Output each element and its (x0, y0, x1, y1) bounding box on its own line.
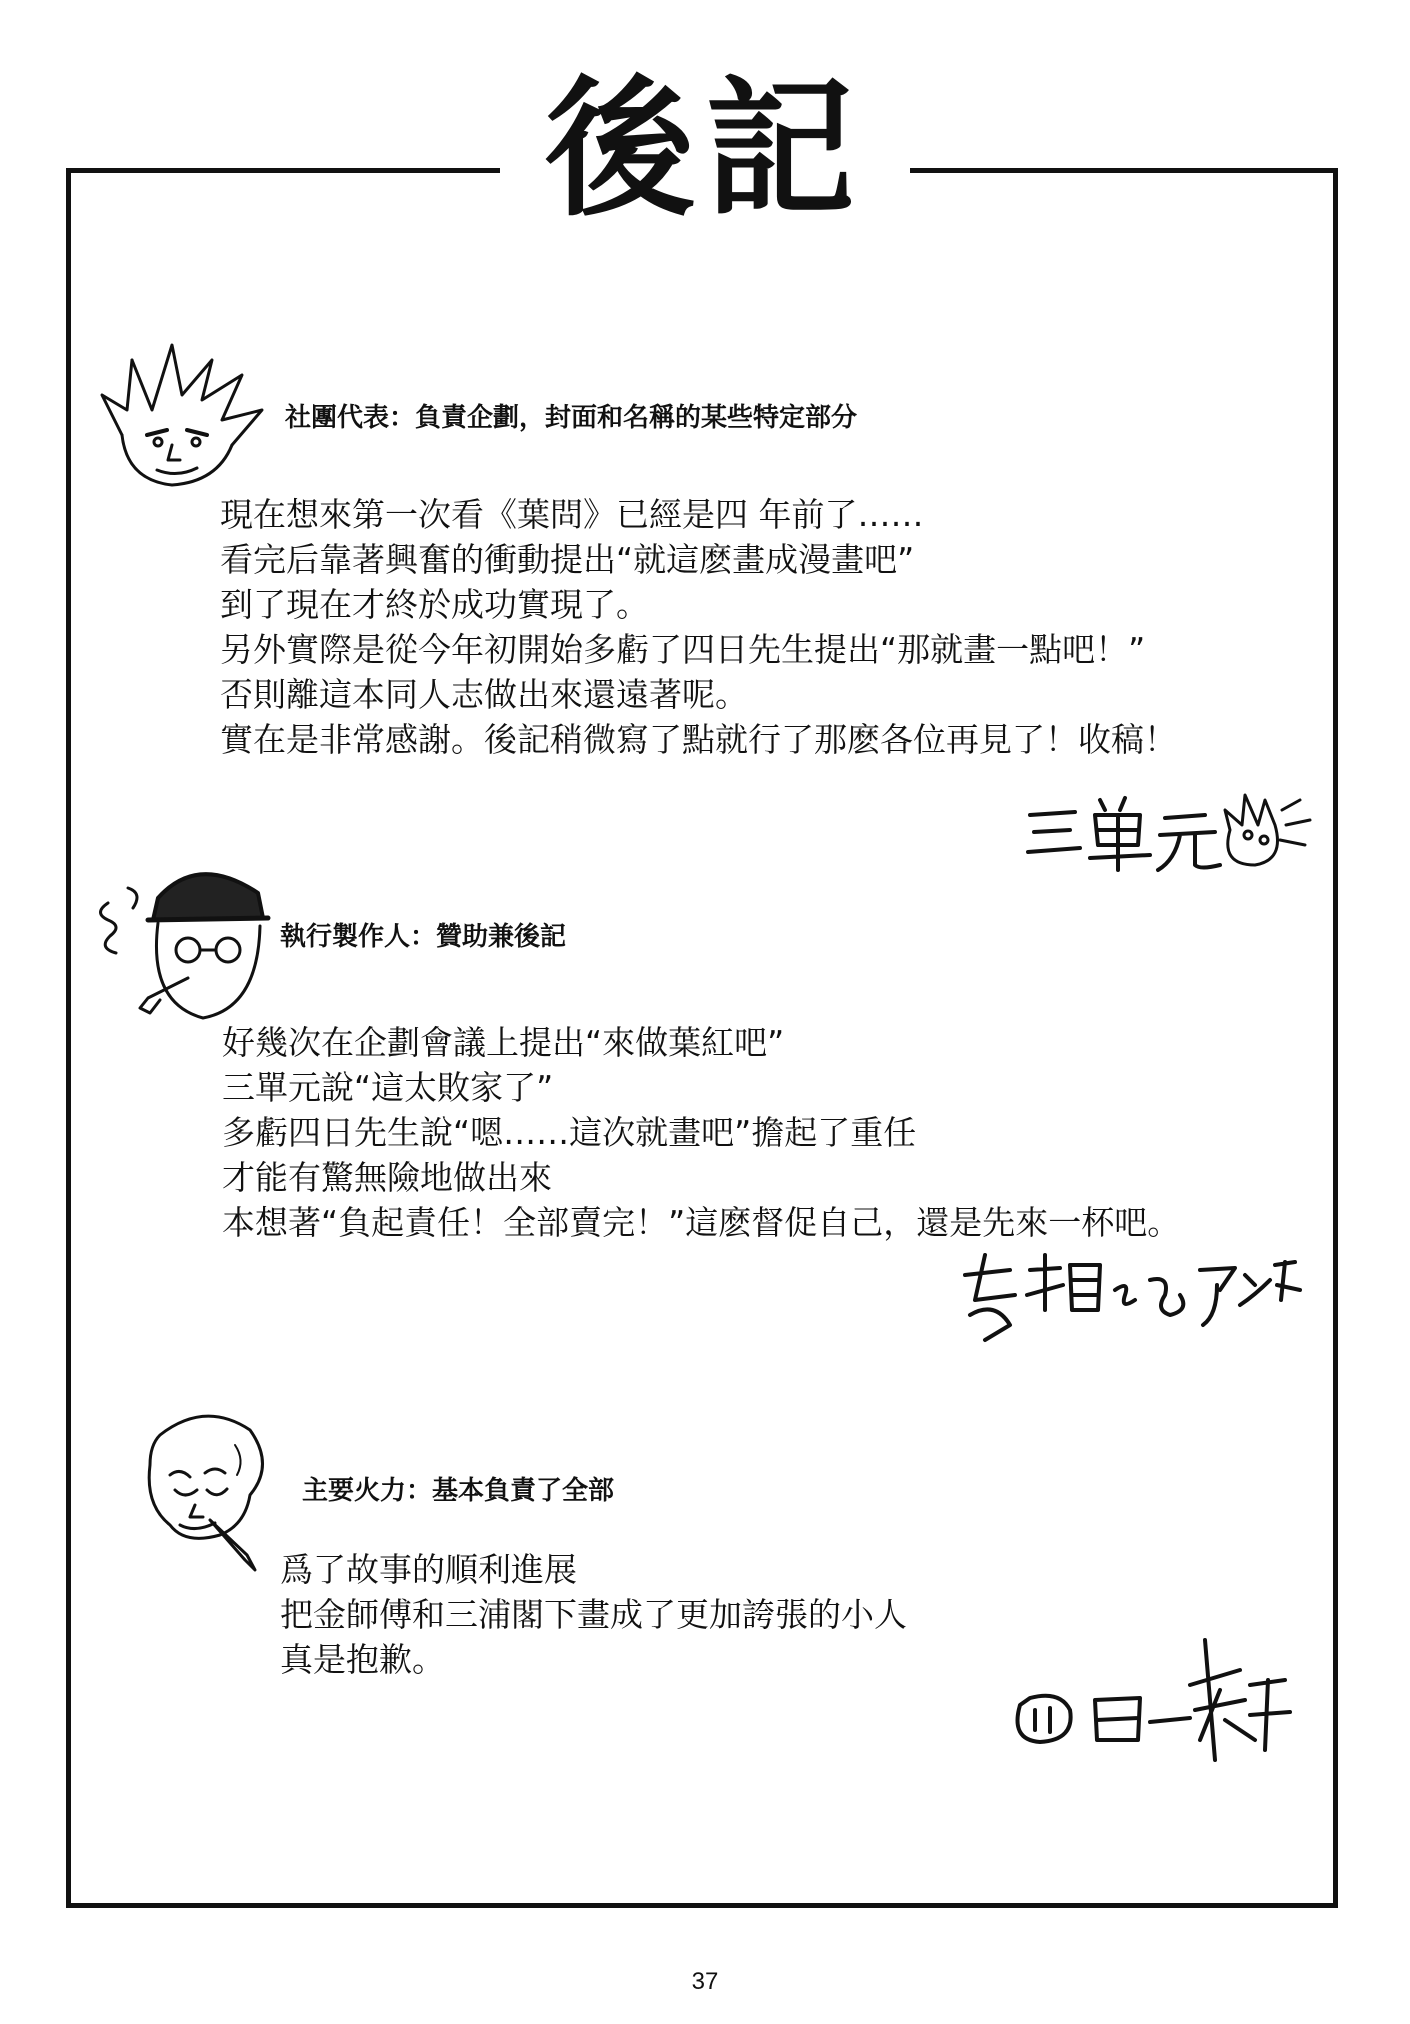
section-body (220, 492, 1177, 762)
spiky-hair-caricature-icon (92, 340, 272, 490)
section-role: 社團代表：負責企劃，封面和名稱的某些特定部分 (285, 403, 858, 433)
section-body (222, 1020, 1180, 1245)
signature (1020, 770, 1320, 880)
signature (955, 1240, 1305, 1350)
page-number: 37 (691, 1968, 719, 1995)
body-line: 現在想來第一次看《葉問》已經是四 年前了…… (220, 495, 924, 534)
body-line: 真是抱歉。 (280, 1640, 445, 1679)
body-line: 才能有驚無險地做出來 (222, 1158, 552, 1197)
body-line: 到了現在才終於成功實現了。 (220, 585, 649, 624)
body-line: 多虧四日先生說“嗯……這次就畫吧”擔起了重任 (222, 1113, 917, 1152)
section-body (280, 1547, 907, 1682)
section-role: 主要火力：基本負責了全部 (302, 1476, 615, 1506)
body-line: 另外實際是從今年初開始多虧了四日先生提出“那就畫一點吧！” (220, 630, 1146, 669)
body-line: 看完后靠著興奮的衝動提出“就這麽畫成漫畫吧” (220, 540, 915, 579)
signature (1000, 1630, 1300, 1780)
body-line: 否則離這本同人志做出來還遠著呢。 (220, 675, 748, 714)
body-line: 把金師傅和三浦閣下畫成了更加誇張的小人 (280, 1595, 907, 1634)
section-role: 執行製作人：贊助兼後記 (280, 922, 567, 952)
body-line: 實在是非常感謝。後記稍微寫了點就行了那麽各位再見了！收稿！ (220, 720, 1177, 759)
body-line: 爲了故事的順利進展 (280, 1550, 577, 1589)
officer-cap-pipe-caricature-icon (88, 858, 278, 1028)
body-line: 三單元說“這太敗家了” (222, 1068, 554, 1107)
page-title: 後記 (544, 63, 865, 237)
body-line: 好幾次在企劃會議上提出“來做葉紅吧” (222, 1023, 785, 1062)
body-line: 本想著“負起責任！全部賣完！”這麽督促自己，還是先來一杯吧。 (222, 1203, 1181, 1242)
skull-pen-caricature-icon (125, 1405, 275, 1575)
